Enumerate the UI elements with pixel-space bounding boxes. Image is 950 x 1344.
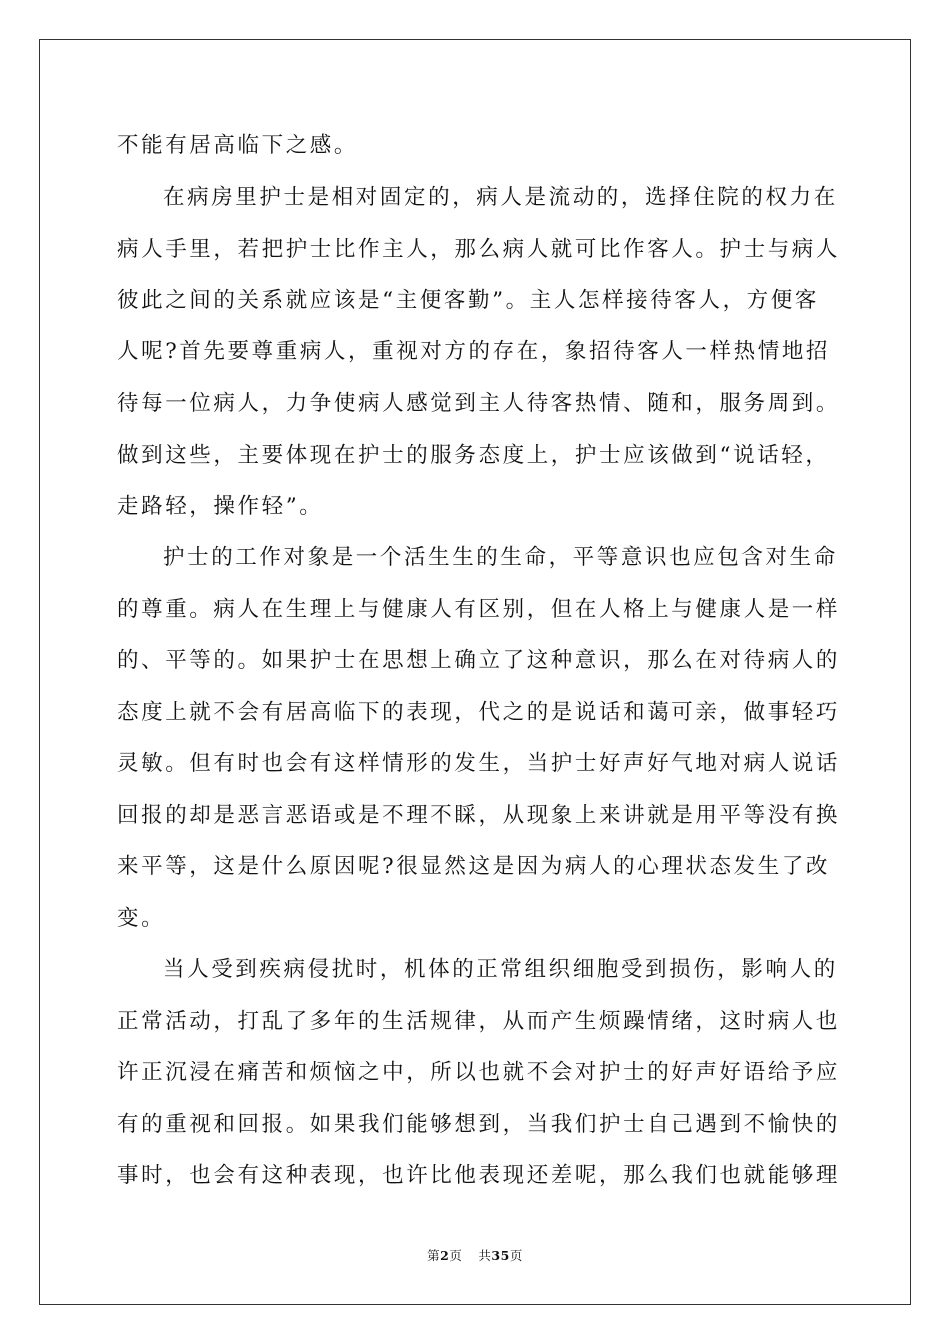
total-suffix: 页 bbox=[509, 1248, 523, 1263]
text-line: 人呢?首先要尊重病人，重视对方的存在，象招待客人一样热情地招 bbox=[117, 339, 831, 364]
page-footer bbox=[0, 1246, 950, 1264]
text-line: 来平等，这是什么原因呢?很显然这是因为病人的心理状态发生了改 bbox=[117, 854, 831, 879]
text-line: 正常活动，打乱了多年的生活规律，从而产生烦躁情绪，这时病人也 bbox=[117, 1009, 841, 1034]
text-line: 病人手里，若把护士比作主人，那么病人就可比作客人。护士与病人 bbox=[117, 237, 841, 262]
text-line: 灵敏。但有时也会有这样情形的发生，当护士好声好气地对病人说话 bbox=[117, 751, 841, 776]
text-line: 不能有居高临下之感。 bbox=[117, 133, 359, 158]
page-number: 2 bbox=[440, 1248, 450, 1263]
text-line: 有的重视和回报。如果我们能够想到，当我们护士自己遇到不愉快的 bbox=[117, 1112, 841, 1137]
total-pages: 35 bbox=[491, 1248, 510, 1263]
paragraph-first-line: 护士的工作对象是一个活生生的生命，平等意识也应包含对生命 bbox=[163, 545, 838, 570]
total-prefix: 共 bbox=[478, 1248, 492, 1263]
page-prefix: 第 bbox=[427, 1248, 441, 1263]
text-line: 待每一位病人，力争使病人感觉到主人待客热情、随和，服务周到。 bbox=[117, 391, 841, 416]
text-line: 态度上就不会有居高临下的表现，代之的是说话和蔼可亲，做事轻巧 bbox=[117, 700, 841, 725]
paragraph-first-line: 在病房里护士是相对固定的，病人是流动的，选择住院的权力在 bbox=[163, 185, 838, 210]
text-line: 事时，也会有这种表现，也许比他表现还差呢，那么我们也就能够理 bbox=[117, 1163, 841, 1188]
page-suffix: 页 bbox=[449, 1248, 463, 1263]
text-line: 许正沉浸在痛苦和烦恼之中，所以也就不会对护士的好声好语给予应 bbox=[117, 1060, 841, 1085]
text-line: 变。 bbox=[117, 906, 166, 931]
text-line: 走路轻，操作轻”。 bbox=[117, 494, 324, 519]
paragraph-first-line: 当人受到疾病侵扰时，机体的正常组织细胞受到损伤，影响人的 bbox=[163, 957, 838, 982]
text-line: 的尊重。病人在生理上与健康人有区别，但在人格上与健康人是一样 bbox=[117, 597, 841, 622]
text-line: 彼此之间的关系就应该是“主便客勤”。主人怎样接待客人，方便客 bbox=[117, 288, 819, 313]
text-line: 做到这些，主要体现在护士的服务态度上，护士应该做到“说话轻， bbox=[117, 443, 830, 468]
text-line: 回报的却是恶言恶语或是不理不睬，从现象上来讲就是用平等没有换 bbox=[117, 803, 841, 828]
text-line: 的、平等的。如果护士在思想上确立了这种意识，那么在对待病人的 bbox=[117, 648, 841, 673]
